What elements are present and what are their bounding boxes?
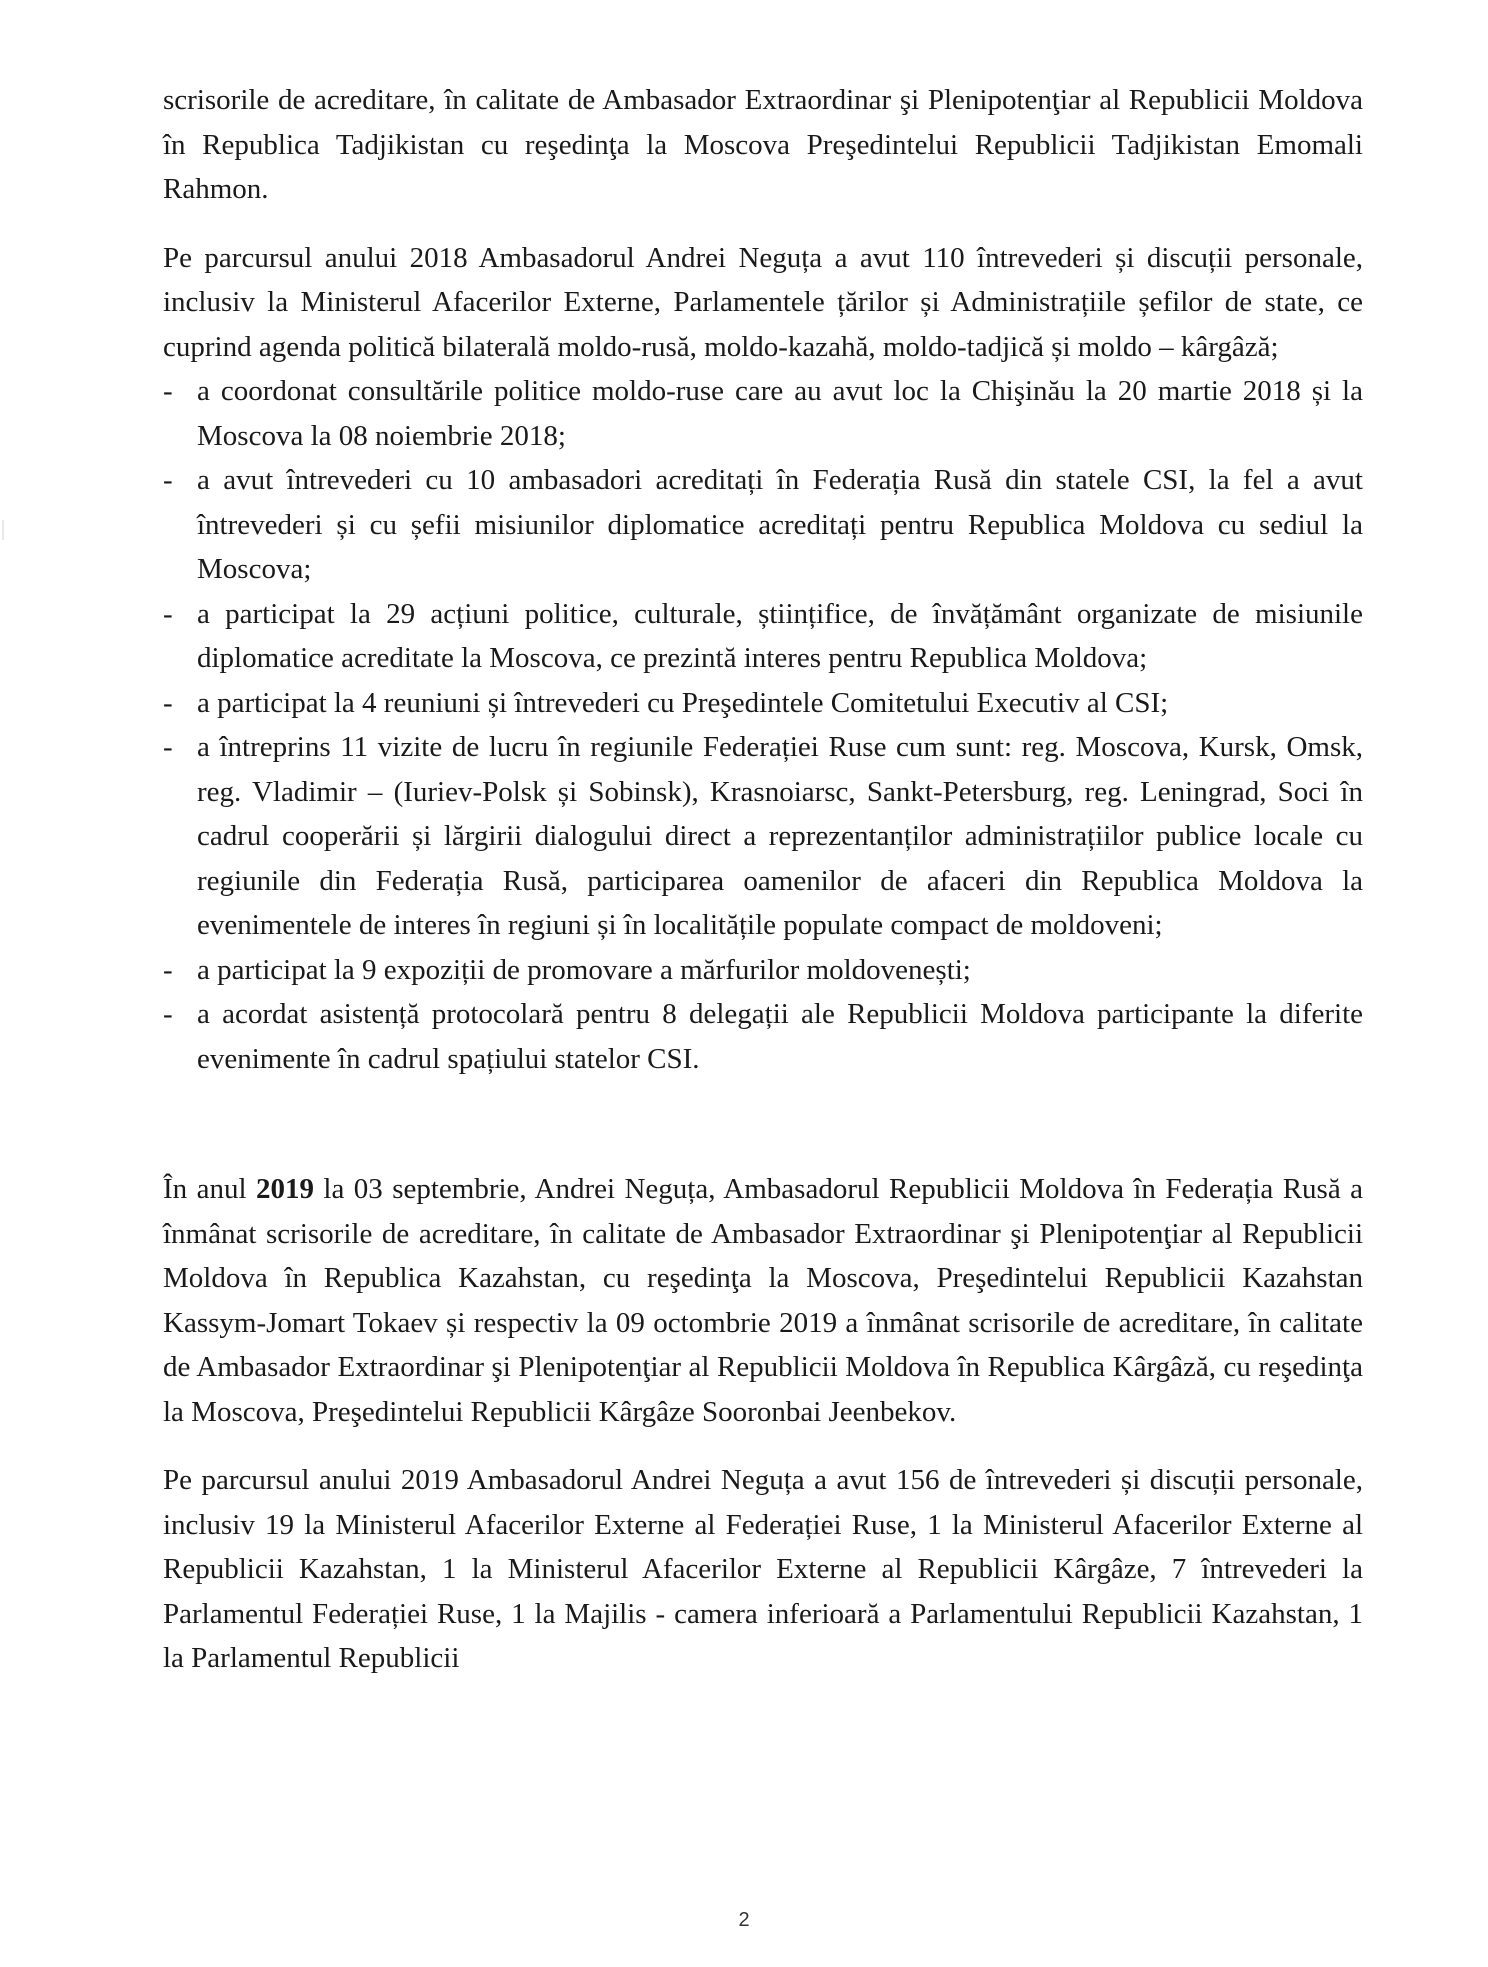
paragraph-2018-meetings: Pe parcursul anului 2018 Ambasadorul Andrei Neguța a avut 110 întrevederi și discuții personale, inclusiv la Ministerul Afacerilor Externe, Parlamentele țărilor și Administrațiile șefilor de state, ce cuprind agenda politică bilaterală moldo-rusă, moldo-kazahă, moldo-tadjică și moldo – kârgâză; — [163, 241, 1363, 363]
list-item-text: a coordonat consultările politice moldo-ruse care au avut loc la Chişinău la 20 martie 2018 și la Moscova la 08 noiembrie 2018; — [197, 375, 1363, 452]
paragraph-credentials-tajikistan: scrisorile de acreditare, în calitate de Ambasador Extraordinar şi Plenipotenţiar al Republicii Moldova în Republica Tadjikistan cu reşedinţa la Moscova Preşedintelui Republicii Tadjikistan Emomali Rahmon. — [163, 84, 1363, 205]
bullet-dash: - — [163, 731, 173, 763]
bullet-dash: - — [163, 375, 173, 407]
document-body — [163, 78, 1363, 1705]
list-item — [163, 369, 1363, 458]
list-item — [163, 458, 1363, 592]
paragraph-2019-lead: În anul — [163, 1173, 256, 1205]
page-number: 2 — [738, 1909, 750, 1931]
bullet-dash: - — [163, 953, 173, 986]
list-item — [163, 992, 1363, 1081]
list-item-text: a participat la 4 reuniuni și întrevederi cu Preşedintele Comitetului Executiv al CSI; — [197, 686, 1169, 719]
paragraph-2019-credentials — [163, 1167, 1363, 1434]
list-item-text: a întreprins 11 vizite de lucru în regiunile Federației Ruse cum sunt: reg. Moscova, Kursk, Omsk, reg. Vladimir – (Iuriev-Polsk și Sobinsk), Krasnoiarsc, Sankt-Petersburg, reg. Leningrad, Soci în cadrul cooperării și lărgirii dialogului direct a reprezentanților administrațiilor publice locale cu regiunile din Federația Rusă, participarea oamenilor de afaceri din Republica Moldova la evenimentele de interes în regiuni și în localitățile populate compact de moldoveni; — [197, 731, 1363, 941]
list-item — [163, 681, 1363, 726]
section-spacer — [163, 1081, 1363, 1167]
bullet-dash: - — [163, 686, 173, 719]
list-item — [163, 592, 1363, 681]
list-item-text: a participat la 9 expoziții de promovare a mărfurilor moldovenești; — [197, 953, 971, 986]
bullet-dash: - — [163, 464, 173, 496]
bullet-dash: - — [163, 998, 173, 1030]
list-item-text: a acordat asistență protocolară pentru 8 delegații ale Republicii Moldova participante la diferite evenimente în cadrul spațiului statelor CSI. — [197, 998, 1363, 1075]
activities-2018-list — [163, 369, 1363, 1081]
paragraph-2019-meetings: Pe parcursul anului 2019 Ambasadorul Andrei Neguța a avut 156 de întrevederi și discuții personale, inclusiv 19 la Ministerul Afacerilor Externe al Federației Ruse, 1 la Ministerul Afacerilor Externe al Republicii Kazahstan, 1 la Ministerul Afacerilor Externe al Republicii Kârgâze, 7 întrevederi la Parlamentul Federației Ruse, 1 la Majilis - camera inferioară a Parlamentului Republicii Kazahstan, 1 la Parlamentul Republicii — [163, 1464, 1363, 1674]
paragraph-2019-rest: la 03 septembrie, Andrei Neguța, Ambasadorul Republicii Moldova în Federația Rusă a înmânat scrisorile de acreditare, în calitate de Ambasador Extraordinar şi Plenipotenţiar al Republicii Moldova în Republica Kazahstan, cu reşedinţa la Moscova, Preşedintelui Republicii Kazahstan Kassym-Jomart Tokaev și respectiv la 09 octombrie 2019 a înmânat scrisorile de acreditare, în calitate de Ambasador Extraordinar şi Plenipotenţiar al Republicii Moldova în Republica Kârgâză, cu reşedinţa la Moscova, Preşedintelui Republicii Kârgâze Sooronbai Jeenbekov. — [163, 1173, 1363, 1428]
scan-edge-mark — [2, 520, 4, 540]
list-item — [163, 948, 1363, 993]
bullet-dash: - — [163, 597, 173, 630]
list-item-text: a participat la 29 acțiuni politice, culturale, științifice, de învățământ organizate de misiunile diplomatice acreditate la Moscova, ce prezintă interes pentru Republica Moldova; — [197, 597, 1363, 674]
year-2019-bold: 2019 — [255, 1173, 314, 1205]
list-item-text: a avut întrevederi cu 10 ambasadori acreditați în Federația Rusă din statele CSI, la fel a avut întrevederi și cu șefii misiunilor diplomatice acreditați pentru Republica Moldova cu sediul la Moscova; — [197, 464, 1363, 585]
list-item — [163, 725, 1363, 948]
